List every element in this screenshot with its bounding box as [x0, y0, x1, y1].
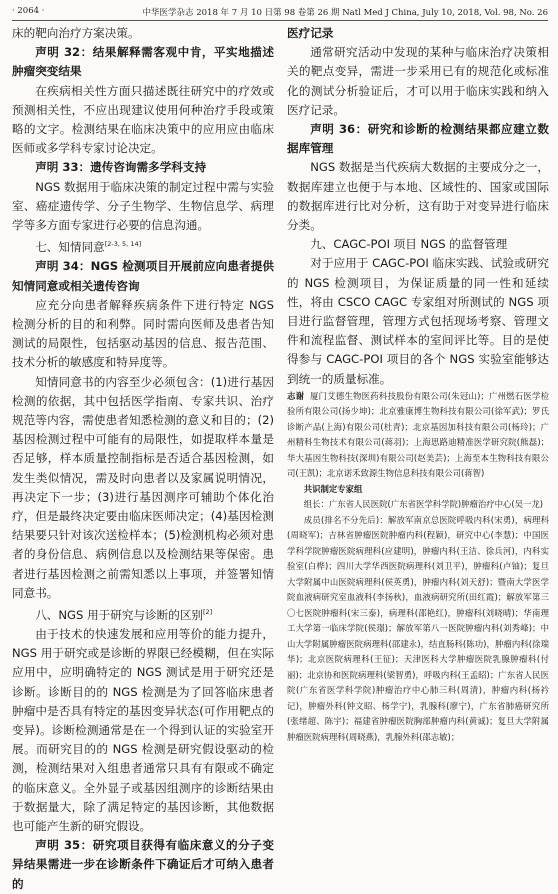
journal-citation: 中华医学杂志 2018 年 7 月 10 日第 98 卷第 26 期 Natl Med J China, July 10, 2018, Vol. 98, No. 26 [142, 8, 548, 18]
left-column [12, 24, 274, 894]
paragraph: 通常研究活动中发现的某种与临床治疗决策相关的靶点变异，需进一步采用已有的规范化或标准化的测试分析验证后，才可以用于临床实践和纳入医疗记录。 [287, 45, 549, 117]
statement-33-heading: 声明 33：遗传咨询需多学科支持 [35, 160, 207, 175]
statement-35-heading: 声明 35：研究项目获得有临床意义的分子变异结果需进一步在诊断条件下确证后才可纳入患者的 [12, 838, 274, 891]
paragraph: 对于应用于 CAGC-POI 临床实践、试验或研究的 NGS 检测项目，为保证质量的同一性和延续性，将由 CSCO CAGC 专家组对所测试的 NGS 项目进行监督管理，管理方式包括现场考察、管理文件和流程监督、测试样本的室间评比等。目的是使得参与 CAGC-POI 项目的各个 NGS 实验室能够达到统一的质量标准。 [287, 256, 549, 386]
paragraph: 床的靶向治疗方案决策。 [12, 26, 140, 40]
running-header [12, 4, 548, 21]
section-8-title: 八、NGS 用于研究与诊断的区别 [35, 607, 204, 622]
paragraph: 应充分向患者解释疾病条件下进行特定 NGS 检测分析的目的和利弊。同时需向医师及患者告知测试的局限性，包括驱动基因的信息、报告范围、技术分析的敏感度和特异度等。 [12, 297, 274, 370]
page-number: · 2064 · [12, 6, 45, 16]
section-7-title: 七、知情同意 [35, 240, 105, 255]
paragraph: 知情同意书的内容至少必须包含：(1)进行基因检测的依据，其中包括医学指南、专家共识、治疗规范等内容，需使患者知悉检测的意义和目的；(2)基因检测过程中可能有的局限性，如提取样本量是否足够，样本质量控制指标是否适合基因检测，如发生类似情况，需及时向患者以及家属说明情况，再决定下一步；(3)进行基因测序可辅助个体化治疗，但是最终决定要由临床医师决定；(4)基因检测结果要只针对该次送检样本；(5)检测机构必须对患者的身份信息、病例信息以及检测结果等保密。患者进行基因检测之前需知悉以上事项，并签署知情同意书。 [12, 374, 274, 600]
section-8-heading [12, 603, 274, 625]
paragraph: 由于技术的快速发展和应用等价的能力提升，NGS 用于研究或是诊断的界限已经模糊，但在实际应用中，应明确特定的 NGS 测试是用于研究还是诊断。诊断目的的 NGS 检测是为了回答临床患者肿瘤中是否具有特定的基因变异状态(可作用靶点的变异)。诊断检测通常是在一个得到认证的实验室开展。而研究目的的 NGS 检测是研究假设驱动的检测，检测结果对入组患者通常只具有有限或不确定的临床意义。全外显子或基因组测序的诊断结果由于数据量大，除了满足特定的基因诊断，其他数据也可能产生新的研究假设。 [12, 627, 274, 834]
group-members: 成员(排名不分先后)：解放军南京总医院呼吸内科(宋勇)，病理科(周晓军)；吉林省肿瘤医院肿瘤内科(程颖)，研究中心(李慧)；中国医学科学院肿瘤医院病理科(应建明)，肿瘤内科(王洁、徐兵河)，内科实验室(白桦)；四川大学华西医院病理科(刘卫平)，肿瘤科(卢铀)；复旦大学附属中山医院病理科(侯英勇)，肿瘤内科(刘天舒)；暨南大学医学院血液病研究室血液科(李扬秋)，血液病研究所(田红霞)；解放军第三〇七医院肿瘤科(宋三泰)，病理科(邵艳红)，肿瘤科(刘晓晴)；华南理工大学第一临床学院(侯璟)；解放军第八一医院肿瘤内科(刘秀峰)；中山大学附属肿瘤医院病理科(邵建永)，结直肠科(陈功)，肿瘤内科(徐瑞华)；北京医院病理科(王征)；天津医科大学肿瘤医院乳腺肿瘤科(付丽)；北京协和医院病理科(梁智勇)，呼吸内科(王孟昭)；广东省人民医院(广东省医学科学院)肿瘤治疗中心肺三科(周清)，肿瘤内科(杨衿记)，肿瘤外科(钟文昭、杨学宁)，乳腺科(廖宁)，广东省肺癌研究所(张绪超、陈宇)；福建省肿瘤医院胸部肿瘤内科(黄诚)；复旦大学附属肿瘤医院病理科(周晓燕)，乳腺外科(邵志敏)； [287, 514, 549, 742]
section-9-heading: 九、CAGC-POI 项目 NGS 的监督管理 [310, 237, 508, 252]
section-8-ref: [2] [203, 607, 213, 616]
acknowledgement [287, 389, 549, 482]
statement-35-heading-cont: 医疗记录 [287, 26, 334, 40]
group-leader: 组长：广东省人民医院(广东省医学科学院)肿瘤治疗中心(吴一龙) [303, 499, 543, 510]
statement-34-heading: 声明 34：NGS 检测项目开展前应向患者提供知情同意或相关遗传咨询 [12, 259, 274, 293]
statement-32-heading: 声明 32：结果解释需客观中肯，平实地描述肿瘤突变结果 [12, 45, 274, 79]
paragraph: NGS 数据是当代疾病大数据的主要成分之一，数据库建立也便于与本地、区域性的、国家或国际的数据库进行比对分析，这有助于对变异进行临床分类。 [287, 160, 549, 233]
acknowledgement-text: 厦门艾德生物医药科技股份有限公司(朱冠山)；广州燃石医学检验所有限公司(扬少坤)；北京雅康博生物科技有限公司(徐军武)；罗氏诊断产品(上海)有限公司(杜青)；北京基因加科技有限公司(杨玲)；广州精科生物技术有限公司(蒋羽)；上海思路迪精准医学研究院(熊磊)；华大基因生物科技(深圳)有限公司(赵美芸)；上海至本生物科技有限公司(王凯)；北京诺禾致源生物信息科技有限公司(蒋智) [287, 390, 549, 479]
acknowledgement-label: 志谢 [287, 390, 305, 401]
statement-36-heading: 声明 36：研究和诊断的检测结果都应建立数据库管理 [287, 122, 549, 156]
paragraph: NGS 数据用于临床决策的制定过程中需与实验室、癌症遗传学、分子生物学、生物信息学、病理学等多方面专家进行必要的信息沟通。 [12, 179, 274, 233]
section-7-heading [12, 235, 274, 257]
right-column [287, 24, 549, 745]
section-7-ref: [2-3, 5, 14] [104, 240, 142, 249]
paragraph: 在疾病相关性方面只描述既往研究中的疗效或预测相关性，不应出现建议使用何种治疗手段或策略的文字。检测结果在临床决策中的应用应由临床医师或多学科专家讨论决定。 [12, 83, 274, 156]
expert-group-title: 共识制定专家组 [303, 483, 363, 494]
